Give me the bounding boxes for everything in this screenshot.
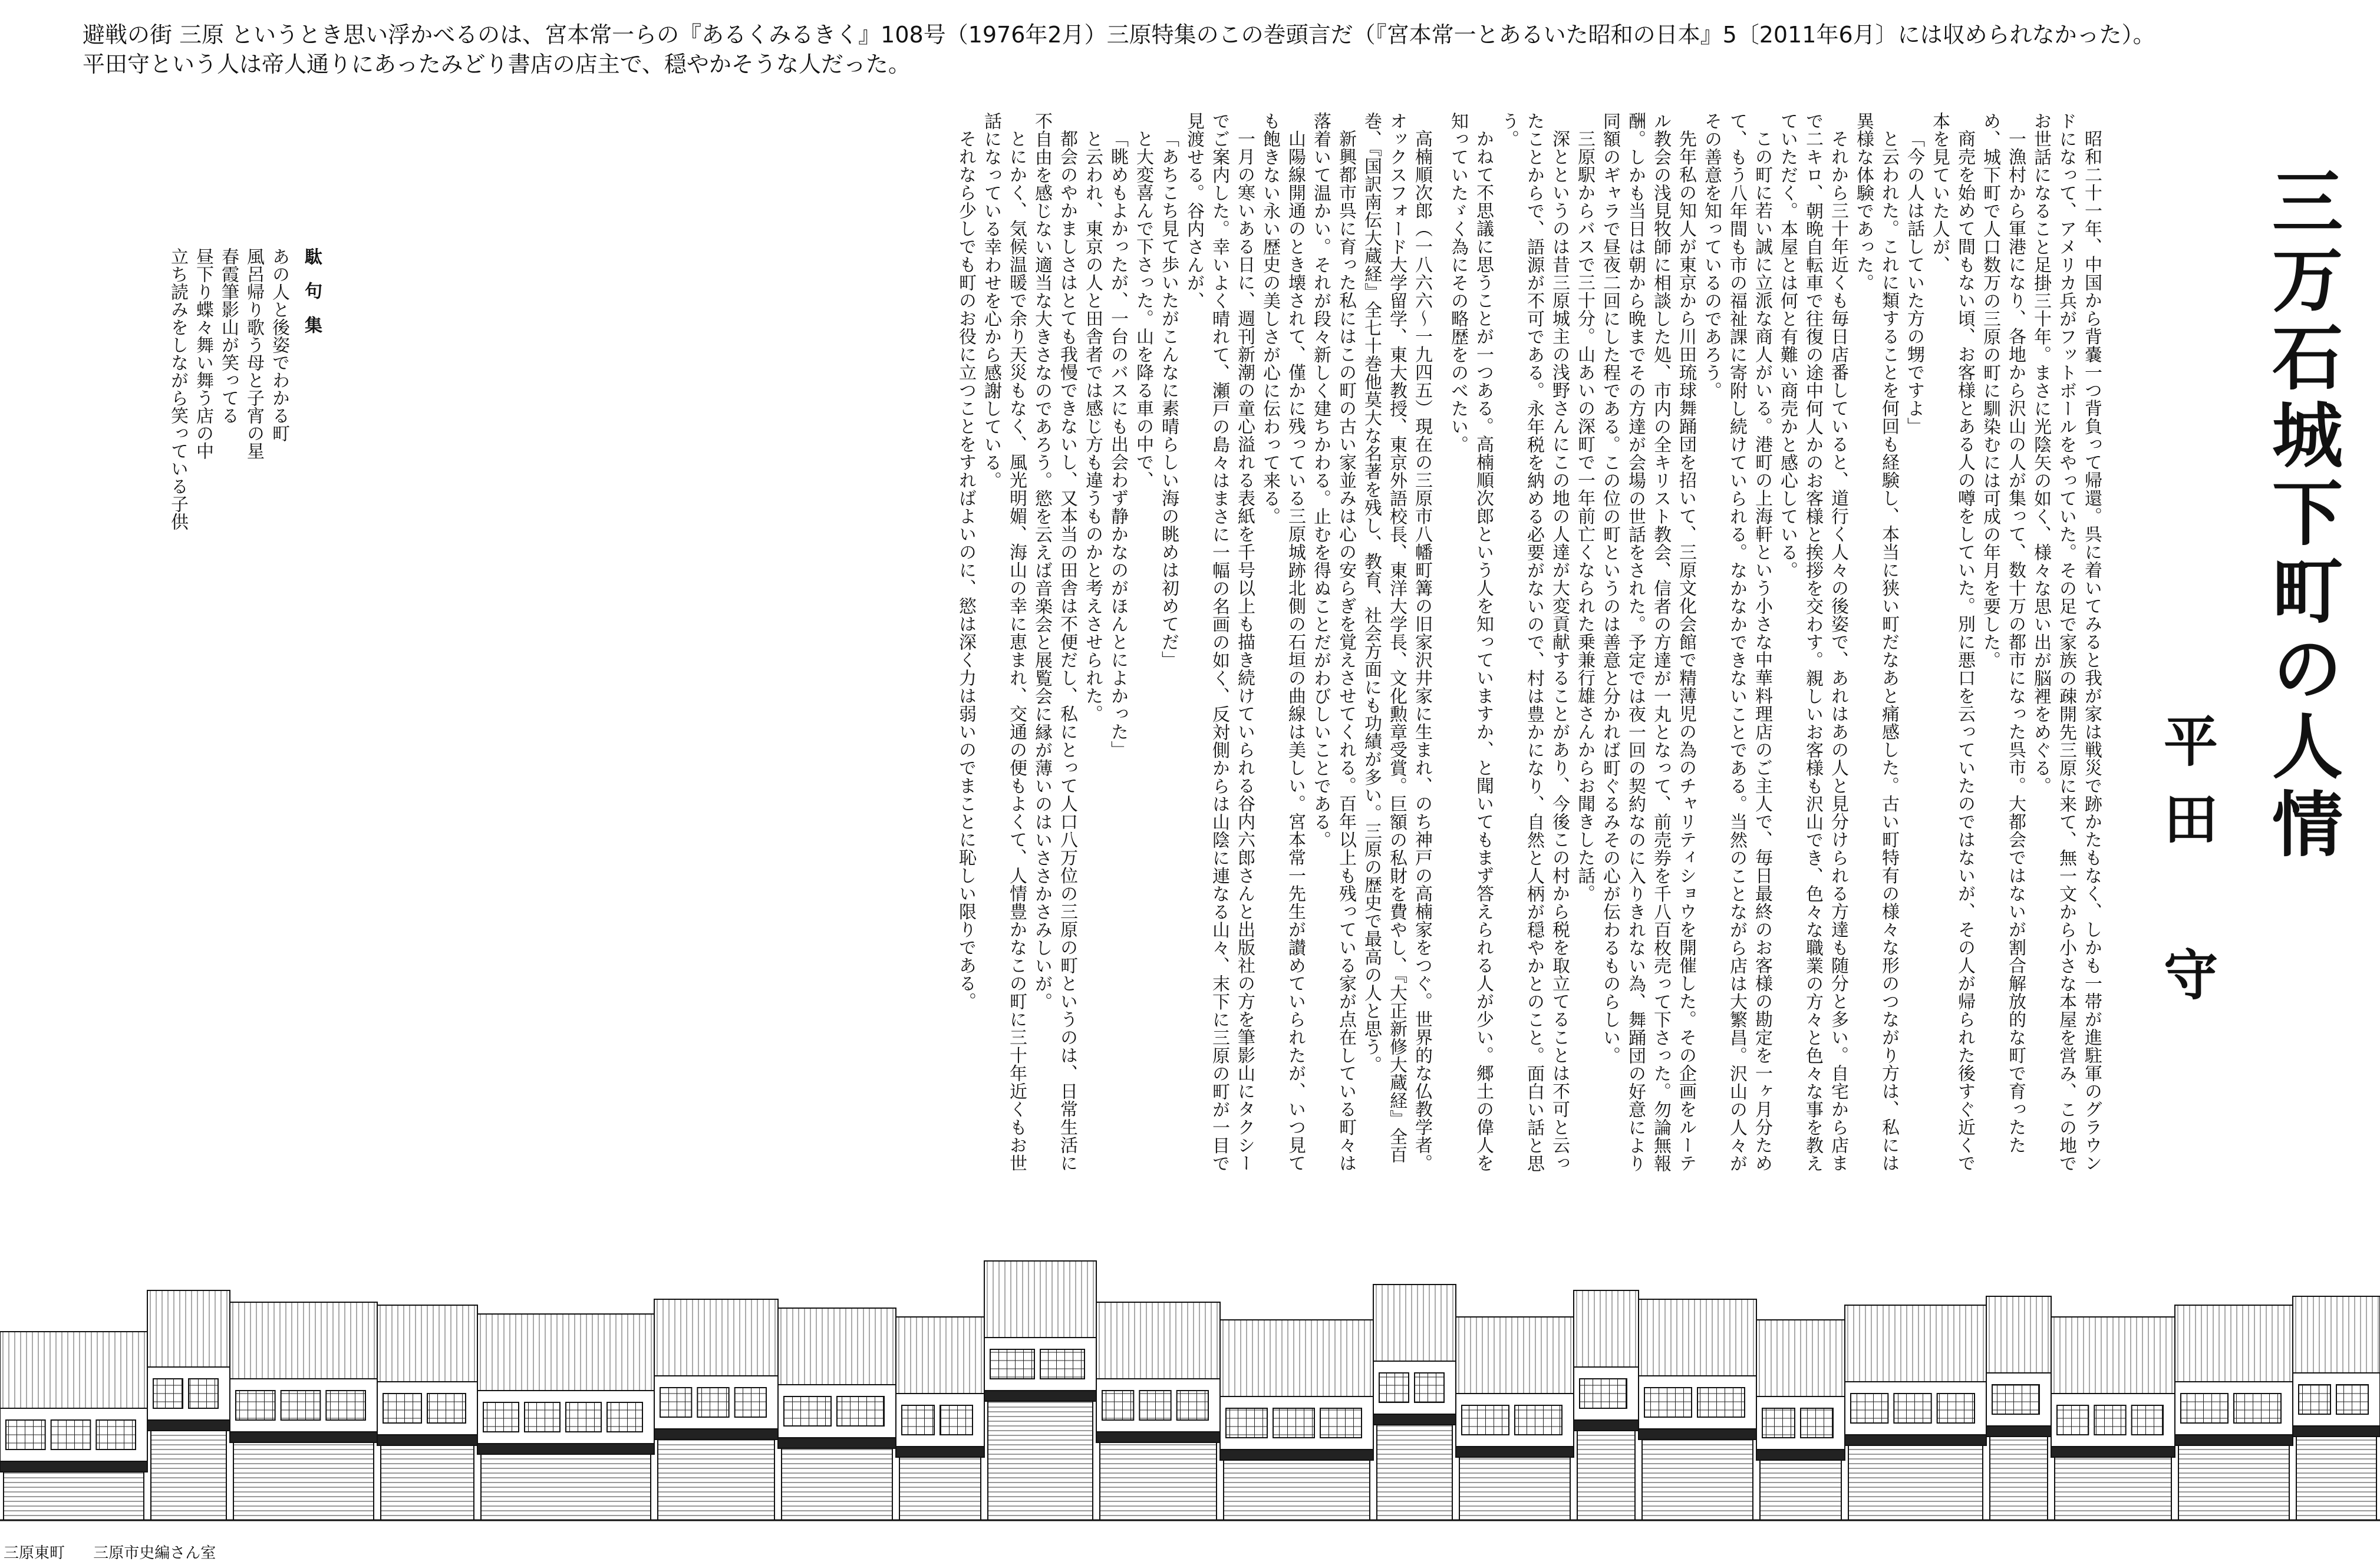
article-paragraph: と云われた。これに類することを何回も経験し、本当に狭い町だなあと痛感した。古い町特有の様々な形のつながり方は、私には異様な体験であった。 [1853,112,1899,1172]
shop-front [1990,1437,2048,1520]
article-paragraph: それなら少しでも町のお役に立つことをすればよいのに、慾は深く力は弱いのでまことに恥しい限りである。 [955,130,976,1011]
caption-line-2: 平田守という人は帝人通りにあったみどり書店の店主で、穏やかそうな人だった。 [83,51,911,77]
eave-band [1096,1432,1220,1442]
upper-window-lattice [902,1405,934,1435]
upper-window-lattice [1320,1408,1362,1438]
upper-window-lattice [1801,1408,1833,1438]
eave-band [654,1429,778,1439]
article-paragraph: 「眺めもよかったが、一台のバスにも出会わず静かなのがほんとによかった」 [1107,130,1128,759]
upper-window-lattice [96,1420,136,1450]
article-paragraph: 一月の寒いある日に、週刊新潮の童心溢れる表紙を千号以上も描き続けていられる谷内六郎さんと出版社の方を筆影山にタクシーでご案内した。幸いよく晴れて、瀬戸の島々はまさに一幅の名画の如く、反対側からは山陰に連なる山々、末下に三原の町が一目で見渡せる。谷内さんが、 [1184,112,1255,1173]
upper-window-lattice [784,1396,831,1426]
roof-tiles [984,1261,1096,1338]
article-paragraph: この町に若い誠に立派な商人がいる。港町の上海軒という小さな中華料理店のご主人で、毎日最終のお客様の勘定を一ヶ月分ためて、もう八年間も市の福祉課に寄附し続けていられる。なかなかできないことである。当然のことながら店は大繁昌。沢山の人々がその善意を知っているのであろう。 [1701,112,1772,1173]
shop-front [233,1442,374,1520]
upper-window-lattice [1697,1388,1745,1417]
upper-window-lattice [1273,1408,1314,1438]
haiku-line: 風呂帰り歌う母と子宵の星 [243,247,264,460]
eave-band [1845,1435,1986,1445]
article-author: 平田 守 [2155,713,2219,1024]
article-paragraph: 深とというのは昔三原城主の浅野さんにこの地の人達が大変貢献することがあり、今後この村から税を取立てることは不可と云ったことからで、語源が不可である。永年税を納める必要がないので、村は豊かになり、自然と人柄が穏やかとのこと。面白い話と思う。 [1498,112,1570,1173]
article-paragraph: と云われ、東京の人と田舎者では感じ方も違うものかと考えさせられた。 [1082,130,1103,723]
article-paragraph: とにかく、気候温暖で余り天災もなく、風光明媚、海山の幸に恵まれ、交通の便もよくて、人情豊かなこの町に三十年近くもお世話になっている幸わせを心から感謝している。 [981,112,1027,1172]
shop-front [2296,1437,2376,1520]
upper-window-lattice [660,1388,691,1417]
roof-tiles [778,1308,896,1385]
upper-window-lattice [525,1402,560,1432]
upper-window-lattice [383,1394,421,1423]
roof-tiles [1639,1299,1756,1376]
eave-band [147,1420,230,1431]
article-paragraph: 先年私の知人が東京から川田琉球舞踊団を招いて、三原文化会館で精薄児の為のチャリティショウを開催した。その企画をルーテル教会の浅見牧師に相談した処、市内の全キリスト教会、信者の方達が一丸となって、前売券を千八百枚売って下さった。勿論無報酬。しかも当日は朝から晩までその方達が会場の世話をされた。予定では夜一回の契約なのに入りきれない為、舞踊団の好意により同額のギャラで昼夜二回にした程である。この位の町というのは善意と分かれば町ぐるみその心が伝わるものらしい。 [1600,112,1696,1173]
upper-window-lattice [2299,1385,2330,1414]
eave-band [377,1435,477,1445]
upper-window-lattice [1992,1385,2039,1414]
upper-window-lattice [607,1402,642,1432]
eave-band [1373,1414,1456,1425]
article-paragraph: それから三十年近くも毎日店番していると、道行く人々の後姿で、あれはあの人と見分けられる方達も随分と多い。自宅から店まで二キロ、朝晩自転車で往復の途中何人かのお客様と挨拶を交わす。親しいお客様も沢山でき、色々な職業の方々と色々な事を教えていただく。本屋とは何と有難い商売かと感心している。 [1777,112,1848,1173]
roof-tiles [1373,1285,1456,1361]
upper-window-lattice [6,1420,45,1450]
upper-window-lattice [281,1391,321,1420]
upper-window-lattice [1177,1391,1208,1420]
haiku-title: 駄句集 [301,247,322,350]
upper-window-lattice [1462,1405,1509,1435]
roof-tiles [377,1305,477,1382]
article-paragraph: 高楠順次郎（一八六六〜一九四五）現在の三原市八幡町篝の旧家沢井家に生まれ、のち神戸の高楠家をつぐ。世界的な仏教学者。オックスフォード大学留学、東大教授、東京外語校長、東洋大学長、文化勲章受賞。巨額の私財を費やし、『大正新修大蔵経』全百巻、『国訳南伝大蔵経』全七十巻他莫大な名著を残し、教育、社会方面にも功績が多い。三原の歴史で最高の人と思う。 [1361,112,1432,1172]
upper-window-lattice [1226,1408,1267,1438]
upper-window-lattice [2234,1394,2281,1423]
caption-line-1: 避戦の街 三原 というとき思い浮かべるのは、宮本常一らの『あるくみるきく』108号（1976年2月）三原特集のこの巻頭言だ（『宮本常一とあるいた昭和の日本』5〔2011年6月〕には収められなかった）。 [83,22,2155,48]
shop-front [1577,1431,1635,1520]
upper-window-lattice [940,1405,973,1435]
haiku-line: あの人と後姿でわかる町 [269,247,289,442]
article-paragraph: 都会のやかましさはとても我慢できないし、又本当の田舎は不便だし、私にとって人口八万位の三原の町というのは、日常生活に不自由を感じない適当な大きさなのであろう。慾を云えば音楽会と展覧会に縁が薄いのはいささかさみしいが。 [1031,112,1077,1172]
shop-front [481,1454,651,1520]
upper-window-lattice [1937,1394,1974,1423]
upper-window-lattice [1580,1379,1627,1408]
upper-window-lattice [697,1388,728,1417]
article-title: 三万石城下町の人情 [2260,165,2343,865]
haiku-line: 立ち読みをしながら笑っている子供 [167,247,188,530]
shop-front [658,1439,774,1520]
shop-front [1377,1425,1452,1520]
article-paragraph: 「あちこち見て歩いたがこんなに素晴らしい海の眺めは初めてだ」 [1158,130,1179,669]
upper-window-lattice [2094,1405,2125,1435]
eave-band [1639,1429,1756,1439]
roof-tiles [2051,1317,2175,1394]
shop-front [1100,1442,1217,1520]
article-paragraph: 一漁村から軍港になり、各地から沢山の人が集って、数十万の都市になった呉市。大都会ではないが割合解放的な町で育ったため、城下町で人口数万の三原の町に馴染むには可成の年月を要した。 [1980,112,2026,1154]
eave-band [477,1444,654,1454]
article-paragraph: 山陽線開通のとき壊されて、僅かに残っている三原城跡北側の石垣の曲線は美しい。宮本常一先生が讃めていられたが、いつ見ても飽きない永い歴史の美しさが心に伝わって来る。 [1260,112,1306,1172]
upper-window-lattice [566,1402,601,1432]
shop-front [2178,1445,2289,1520]
article-paragraph: 「今の人は話していた方の甥ですよ」 [1904,130,1924,435]
roof-tiles [477,1314,654,1391]
upper-window-lattice [483,1402,519,1432]
upper-window-lattice [735,1388,766,1417]
shop-front [988,1401,1093,1520]
upper-window-lattice [1102,1391,1133,1420]
shop-front [2055,1457,2171,1520]
upper-window-lattice [1139,1391,1171,1420]
upper-window-lattice [1379,1373,1409,1402]
haiku-line: 昼下り蝶々舞い舞う店の中 [193,247,213,460]
upper-window-lattice [2057,1405,2088,1435]
eave-band [1986,1426,2051,1437]
eave-band [230,1432,377,1442]
article-paragraph: かねて不思議に思うことが一つある。高楠順次郎という人を知っていますか、と聞いてもまず答えられる人が少い。郷土の偉人を知っていたゞく為にその略歴をのべたい。 [1448,112,1494,1172]
roof-tiles [0,1332,147,1408]
upper-window-lattice [51,1420,91,1450]
upper-window-lattice [236,1391,275,1420]
article-paragraph: と大変喜んで下さった。山を降る車の中で、 [1133,130,1153,489]
eave-band [2175,1435,2293,1445]
upper-window-lattice [2336,1385,2368,1414]
shop-front [1459,1457,1570,1520]
upper-window-lattice [1851,1394,1888,1423]
shop-front [782,1448,892,1520]
roof-tiles [230,1302,377,1379]
streetscape-illustration [0,1249,2380,1532]
upper-window-lattice [1415,1373,1444,1402]
eave-band [1220,1450,1373,1460]
upper-window-lattice [153,1379,183,1408]
credit-place: 三原東町 [4,1544,65,1562]
article-paragraph: 商売を始めて間もない頃、お客様とある人の噂をしていた。別に悪口を云っていたのではないが、その人が帰られた後すぐ近くで本を見ていた人が、 [1929,112,1975,1172]
haiku-line: 春霞筆影山が笑ってる [218,247,239,424]
article-body [330,112,2346,1173]
roof-tiles [654,1299,778,1376]
upper-window-lattice [2181,1394,2228,1423]
upper-window-lattice [1040,1349,1084,1379]
eave-band [984,1391,1096,1401]
shop-front [899,1457,981,1520]
shop-front [1224,1460,1370,1520]
roof-tiles [896,1317,984,1394]
upper-window-lattice [1644,1388,1692,1417]
eave-band [2293,1426,2380,1437]
shop-front [4,1472,144,1520]
article-paragraph: 三原駅からバスで三十分。山あいの深町で一年前亡くなられた乗兼行雄さんからお聞きした話。 [1574,130,1595,903]
credit-source: 三原市史編さん室 [93,1544,216,1562]
roof-tiles [1096,1302,1220,1379]
shop-front [1642,1439,1753,1520]
roof-tiles [1756,1320,1845,1396]
shop-front [1760,1460,1841,1520]
upper-window-lattice [1894,1394,1931,1423]
shop-front [381,1445,474,1520]
intro-caption [83,20,2358,79]
eave-band [0,1461,147,1472]
upper-window-lattice [1762,1408,1795,1438]
roof-tiles [2293,1296,2380,1373]
roof-tiles [1845,1305,1986,1382]
shop-front [1848,1445,1983,1520]
eave-band [1456,1447,1574,1457]
upper-window-lattice [427,1394,466,1423]
upper-window-lattice [2132,1405,2163,1435]
haiku-collection [167,247,324,1131]
eave-band [896,1447,984,1457]
upper-window-lattice [1515,1405,1562,1435]
roof-tiles [147,1290,230,1367]
eave-band [778,1438,896,1448]
shop-front [151,1431,226,1520]
eave-band [2051,1447,2175,1457]
eave-band [1756,1450,1845,1460]
upper-window-lattice [990,1349,1034,1379]
roof-tiles [1986,1296,2051,1373]
article-paragraph: 昭和二十一年、中国から背嚢一つ背負って帰還。呉に着いてみると我が家は戦災で跡かたもなく、しかも一帯が進駐軍のグラウンドになって、アメリカ兵がフットボールをやっていた。その足で家族の疎開先三原に来て、無一文から小さな本屋を営み、この地でお世話になること足掛三十年。まさに光陰矢の如く、様々な思い出が脳裡をめぐる。 [2030,112,2102,1173]
article-paragraph: 新興都市呉に育った私にはこの町の古い家並みは心の安らぎを覚えさせてくれる。百年以上も残っている家が点在している町々は落着いて温かい。それが段々新しく建ちかわる。止むを得ぬことだがわびしいことである。 [1310,112,1356,1172]
roof-tiles [2175,1305,2293,1382]
upper-window-lattice [837,1396,884,1426]
eave-band [1574,1420,1639,1431]
roof-tiles [1456,1317,1574,1394]
upper-window-lattice [189,1379,218,1408]
roof-tiles [1220,1320,1373,1396]
upper-window-lattice [326,1391,365,1420]
roof-tiles [1574,1290,1639,1367]
illustration-credit [4,1541,239,1563]
